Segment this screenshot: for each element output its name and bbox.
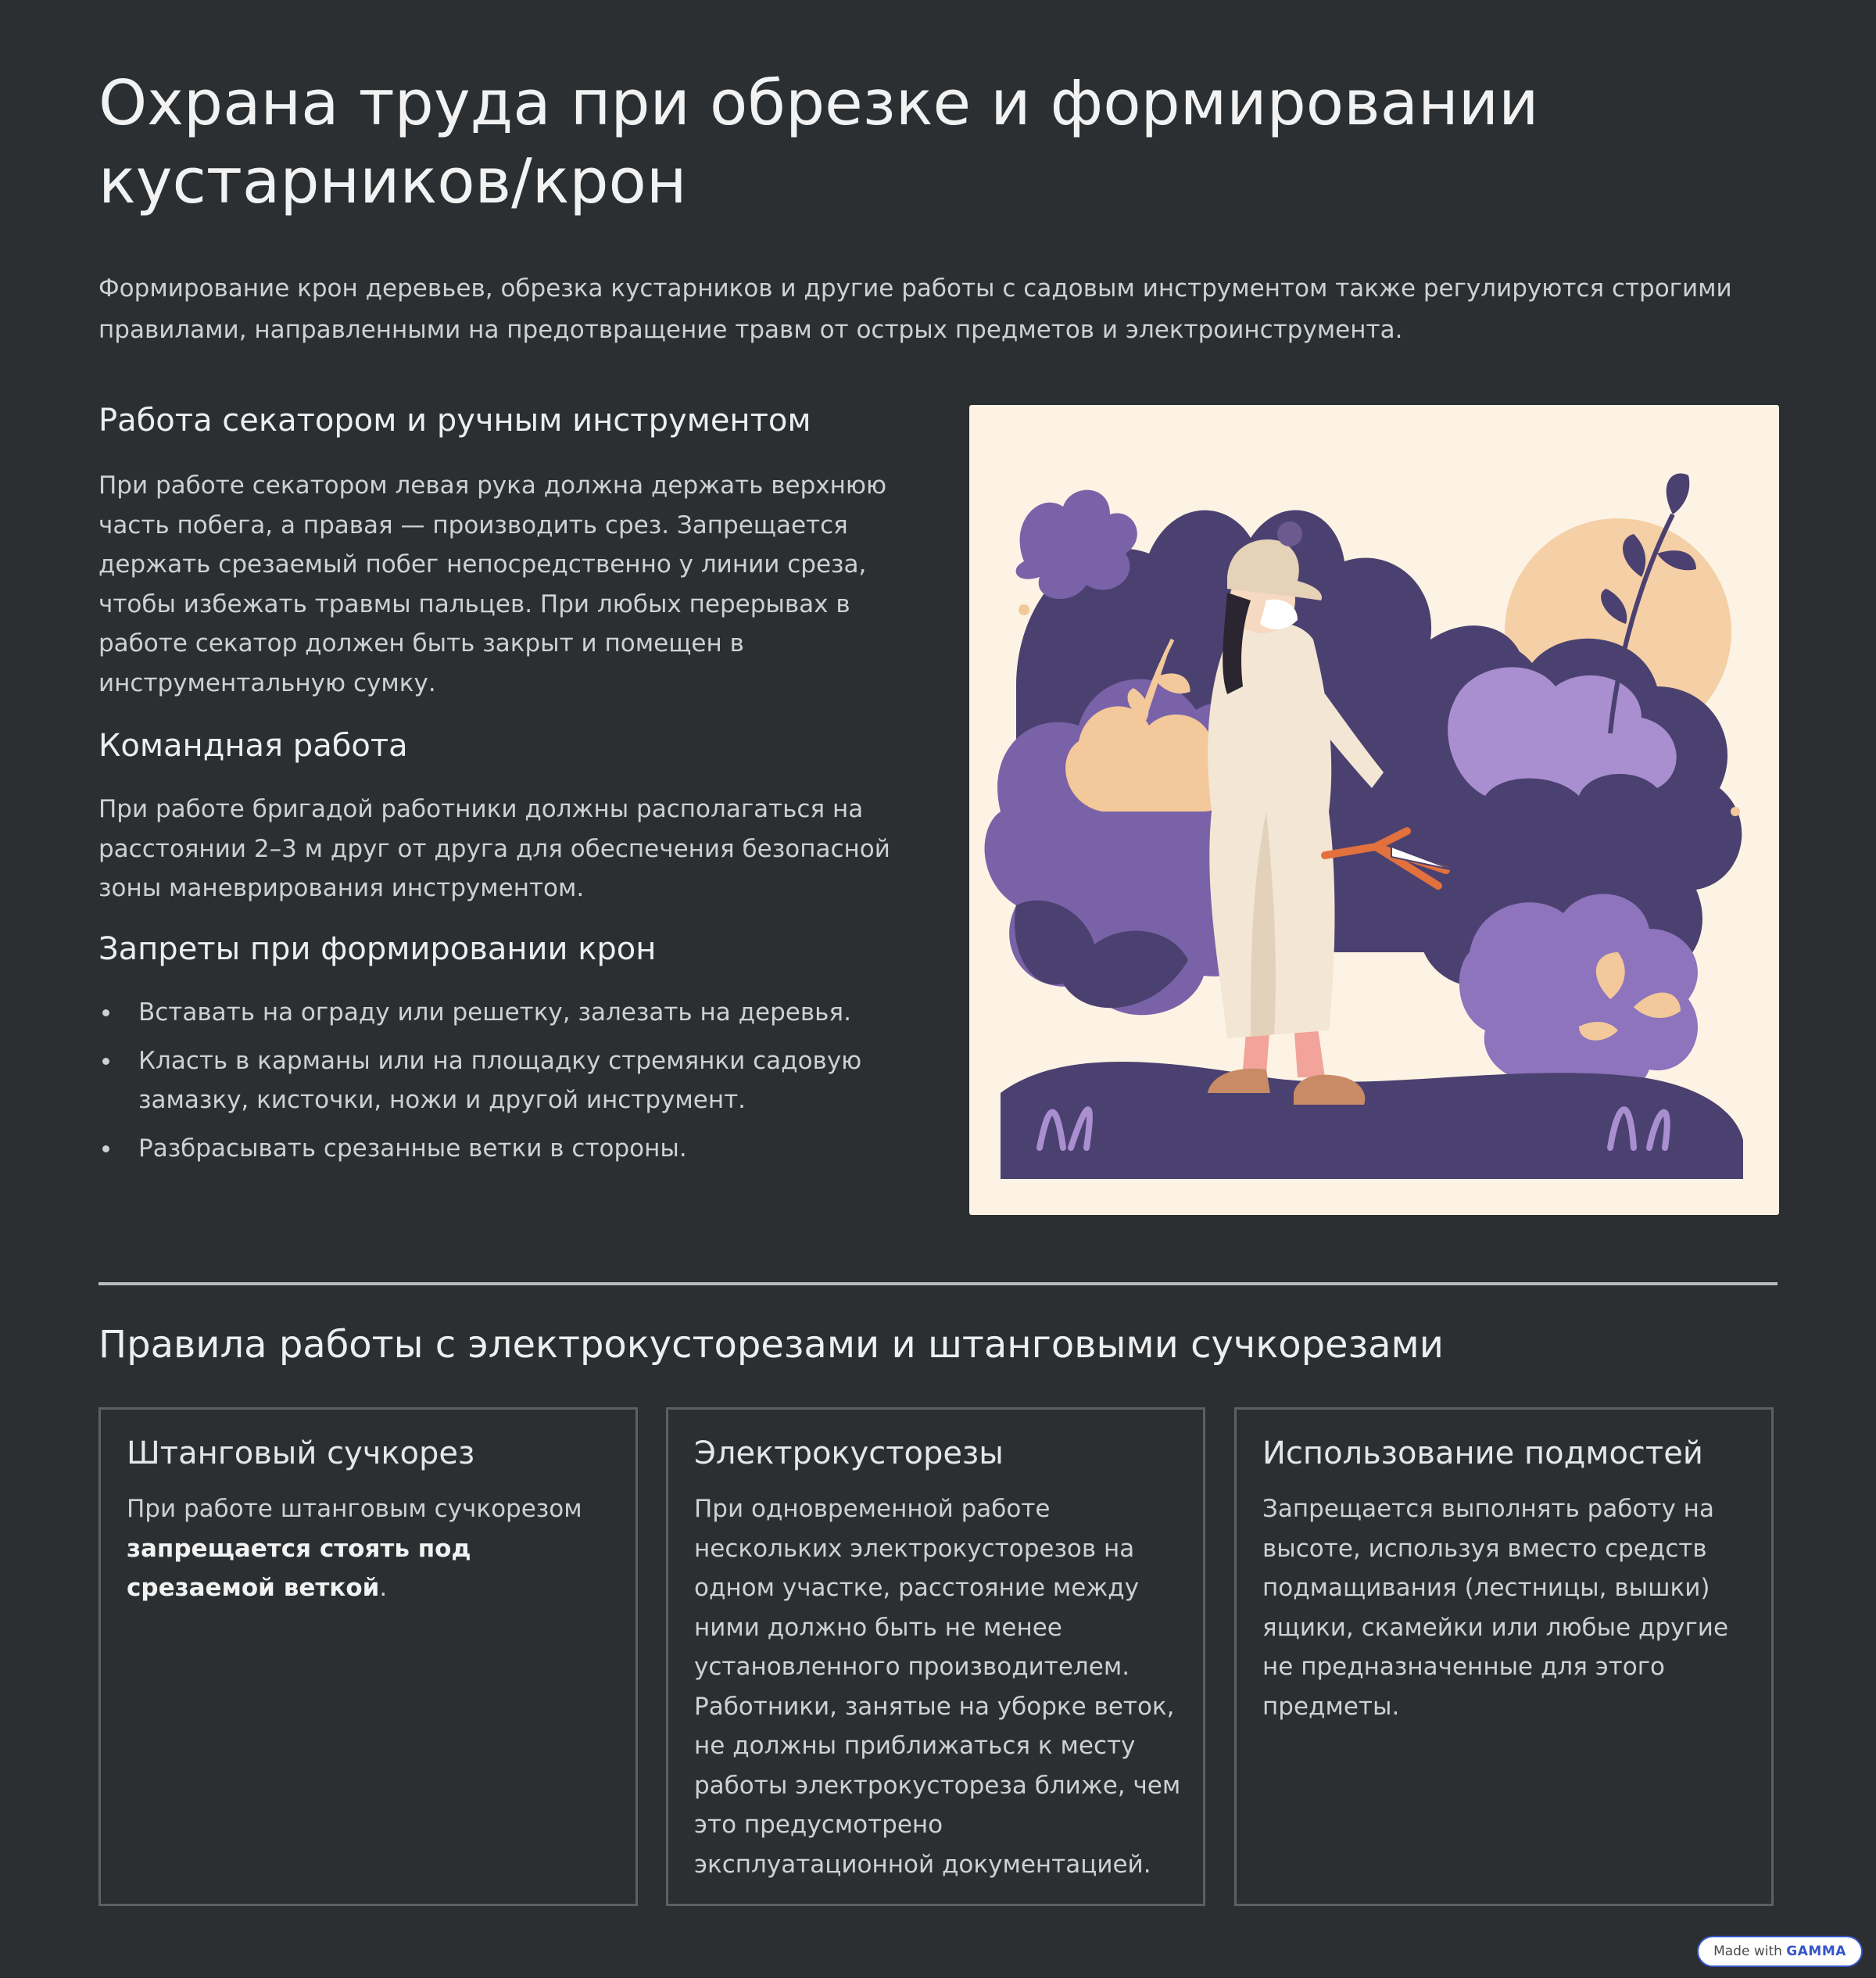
list-item — [98, 1041, 919, 1120]
heading-team-work: Командная работа — [98, 728, 408, 764]
made-with-gamma-badge[interactable] — [1697, 1936, 1863, 1967]
bullet-icon — [102, 1145, 109, 1152]
card-pole-pruner — [98, 1407, 638, 1906]
heading-crown-prohibitions: Запреты при формировании крон — [98, 931, 657, 967]
prohibitions-list — [98, 993, 919, 1177]
intro-paragraph: Формирование крон деревьев, обрезка кустарников и другие работы с садовым инструментом также регулируются строгими правилами, направленными на предотвращение травм от острых предметов и электроинструмента. — [98, 274, 1732, 344]
sparkle-dot — [1731, 807, 1740, 816]
team-work-text: При работе бригадой работники должны располагаться на расстоянии 2–3 м друг от друга для обеспечения безопасной зоны маневрирования инструментом. — [98, 795, 890, 902]
page-title: Охрана труда при обрезке и формировании кустарников/крон — [98, 67, 1539, 217]
list-item-text: Разбрасывать срезанные ветки в стороны. — [138, 1134, 687, 1163]
sparkle-dot — [1019, 604, 1029, 615]
card-text: При работе штанговым сучкорезом запрещается стоять под срезаемой веткой. — [127, 1495, 582, 1602]
card-text-emphasis: запрещается стоять под срезаемой веткой — [127, 1534, 471, 1602]
pruner-work-text: При работе секатором левая рука должна держать верхнюю часть побега, а правая — производить срез. Запрещается держать срезаемый побег непосредственно у линии среза, чтобы избежать травмы пальцев. При любых перерывах в работе секатор должен быть закрыт и помещен в инструментальную сумку. — [98, 471, 887, 697]
card-title: Штанговый сучкорез — [127, 1435, 475, 1471]
section-divider — [98, 1282, 1778, 1285]
list-item-text: Класть в карманы или на площадку стремянки садовую замазку, кисточки, ножи и другой инструмент. — [138, 1047, 862, 1114]
hat-pompom — [1277, 521, 1302, 546]
list-item — [98, 1129, 919, 1168]
badge-prefix: Made with — [1713, 1944, 1782, 1959]
bullet-icon — [102, 1058, 109, 1065]
card-text: Запрещается выполнять работу на высоте, используя вместо средств подмащивания (лестницы, вышки) ящики, скамейки или любые другие не предназначенные для этого предметы. — [1262, 1495, 1729, 1721]
card-scaffolding — [1234, 1407, 1774, 1906]
list-item-text: Вставать на ограду или решетку, залезать на деревья. — [138, 998, 851, 1027]
card-title: Электрокусторезы — [694, 1435, 1004, 1471]
list-item — [98, 993, 919, 1032]
heading-pruner-work: Работа секатором и ручным инструментом — [98, 403, 811, 439]
card-hedge-trimmers — [666, 1407, 1205, 1906]
section2-title: Правила работы с электрокусторезами и штанговыми сучкорезами — [98, 1323, 1444, 1367]
top-left-foliage — [1016, 490, 1137, 599]
card-title: Использование подмостей — [1262, 1435, 1703, 1471]
gardener-pruning-illustration — [969, 405, 1779, 1215]
bullet-icon — [102, 1009, 109, 1016]
card-text: При одновременной работе нескольких электрокусторезов на одном участке, расстояние между ними должно быть не менее установленного производителем. Работники, занятые на уборке веток, не должны приближаться к месту работы электрокустореза ближе, чем это предусмотрено эксплуатационной документацией. — [694, 1495, 1181, 1879]
gamma-logo: GAMMA — [1786, 1944, 1846, 1959]
